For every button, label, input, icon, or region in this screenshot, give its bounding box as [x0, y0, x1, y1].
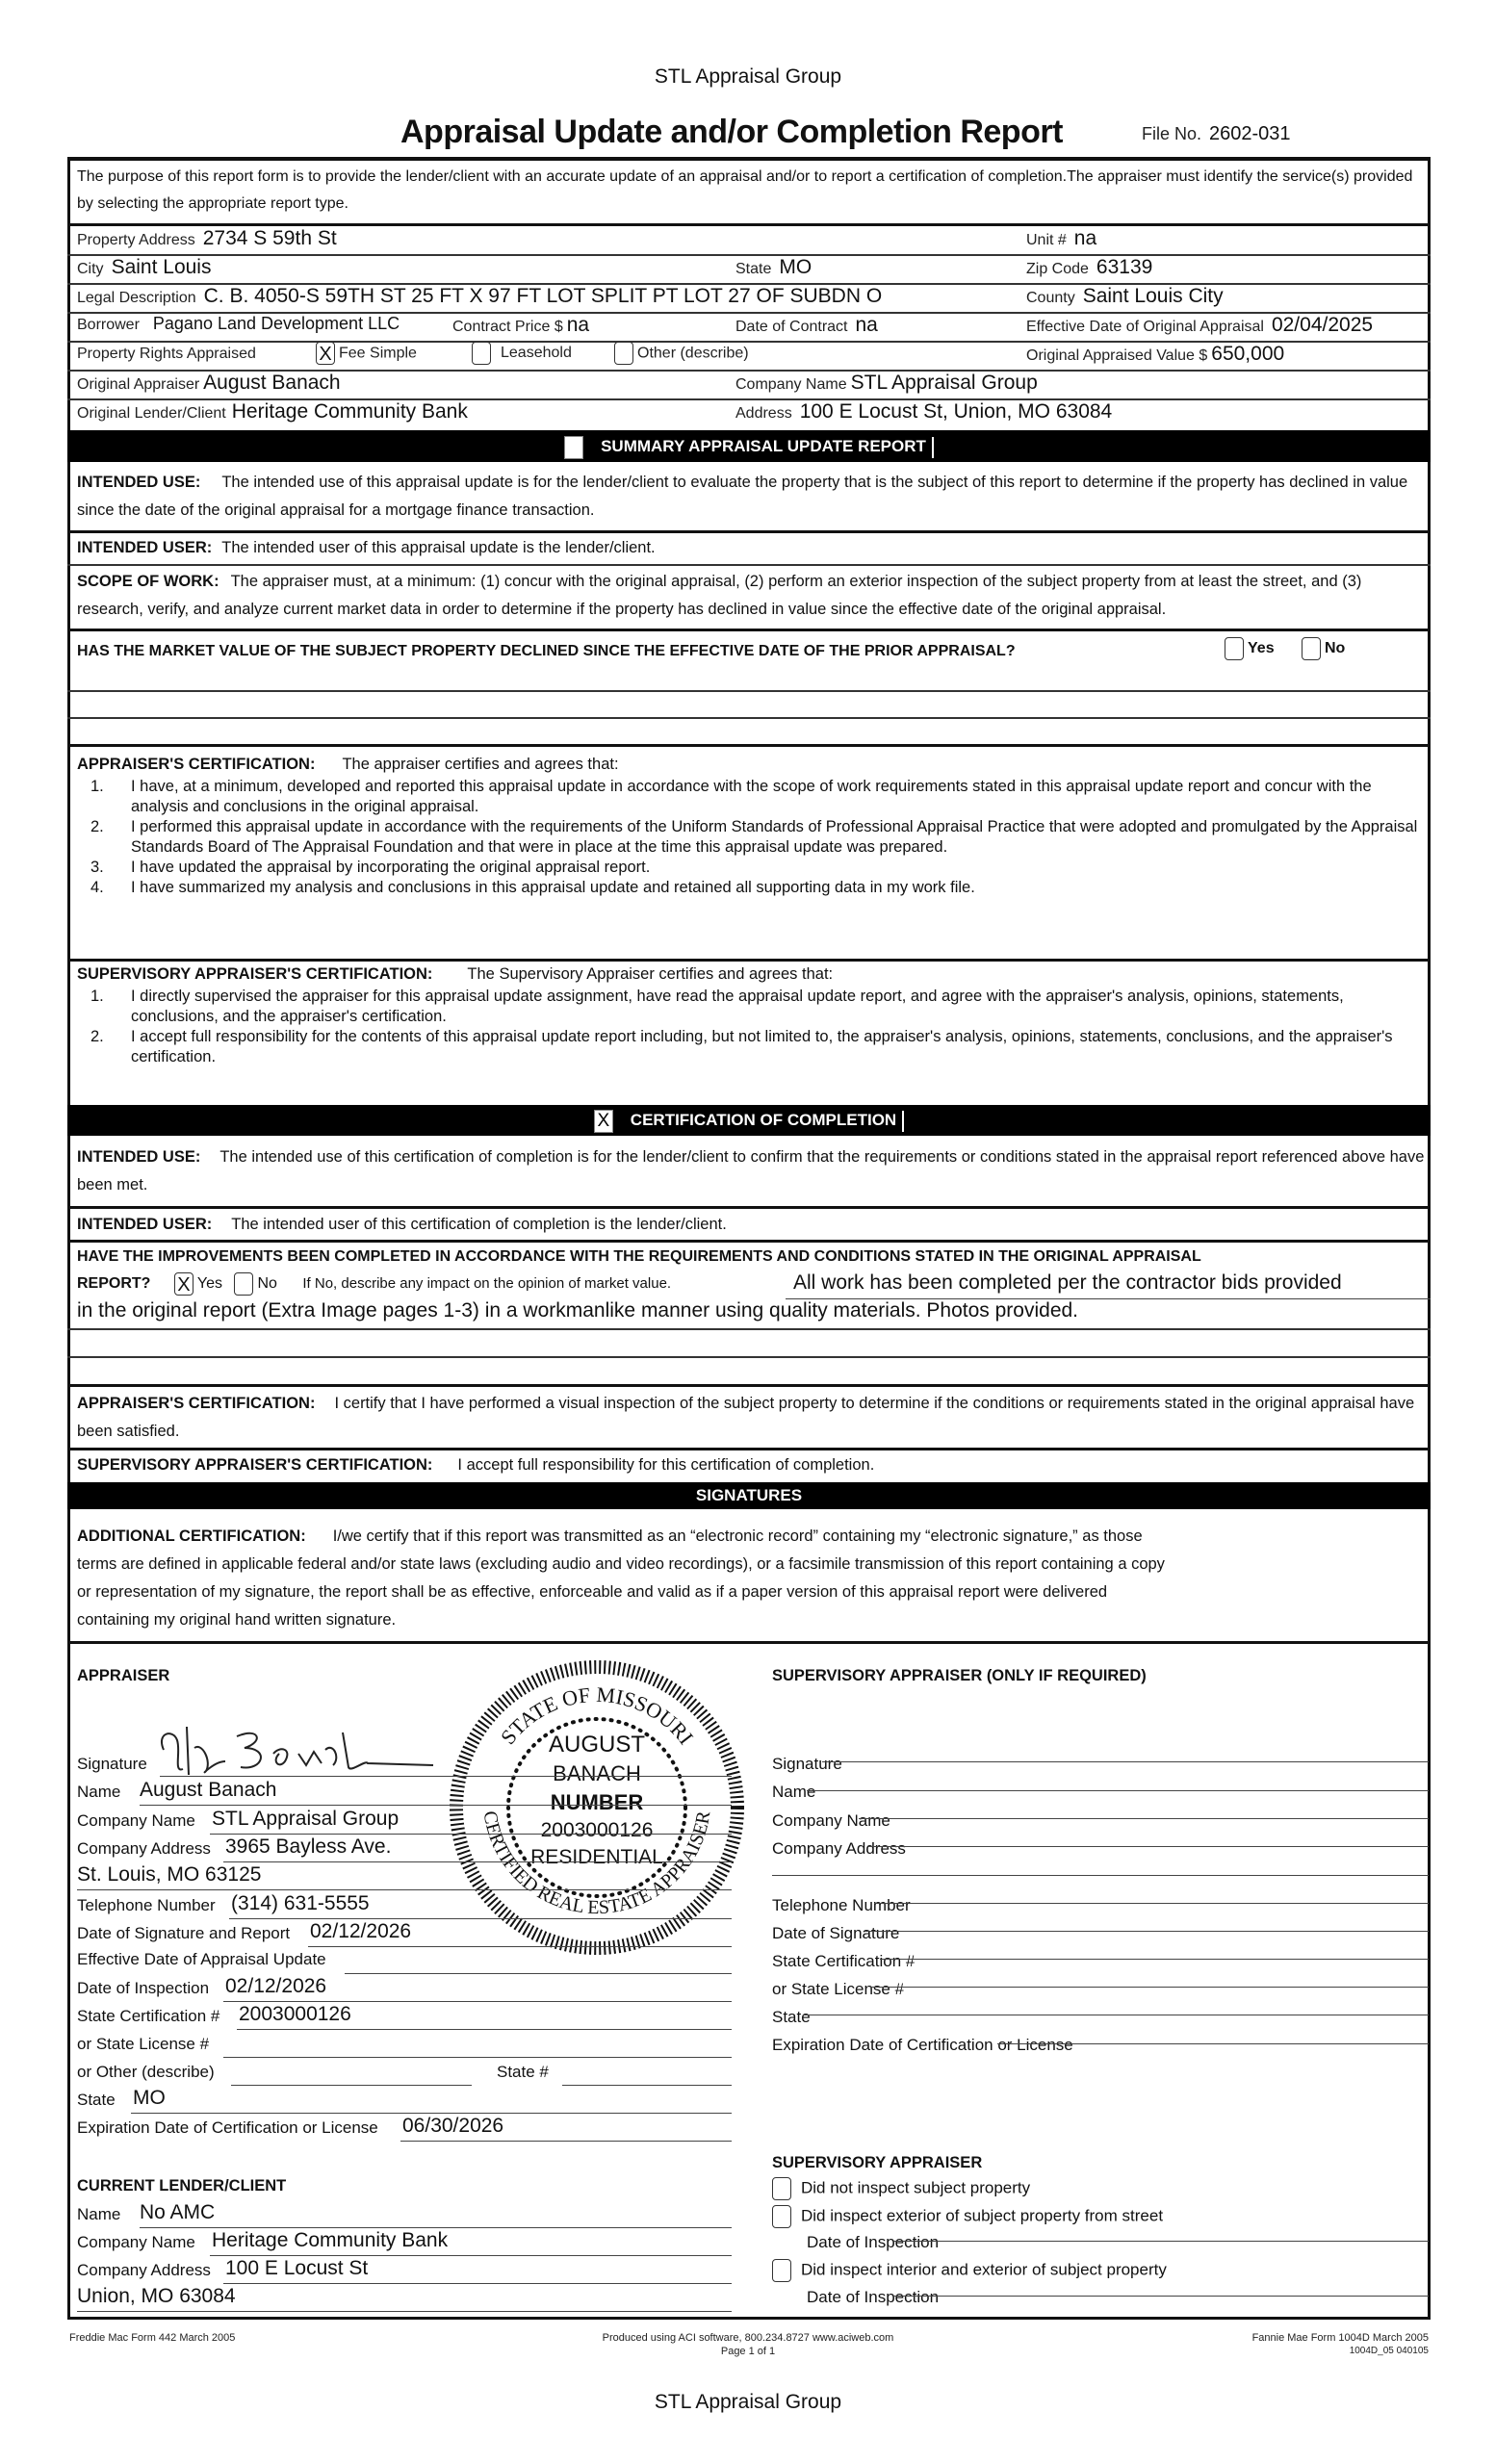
city-field[interactable] [77, 256, 211, 279]
item-text: I have summarized my analysis and conclusions in this appraisal update and retained all supporting data in my work file. [131, 879, 975, 896]
divider [67, 223, 1431, 226]
underline [223, 2283, 732, 2284]
scope-text: The appraiser must, at a minimum: (1) concur with the original appraisal, (2) perform an exterior inspection of the subject property from at least the street, and (3) research, verify, and analyze current market data in order to determine if the property has declined in value since the effective date of the original appraisal. [77, 573, 1362, 618]
completion-sup-cert-heading: SUPERVISORY APPRAISER'S CERTIFICATION: [77, 1456, 433, 1474]
appraiser-date-sig-label: Date of Signature and Report [77, 1924, 291, 1942]
county-field[interactable] [1026, 285, 1224, 308]
lender-address-line1[interactable]: 100 E Locust St [225, 2257, 369, 2279]
original-value-field[interactable] [1026, 343, 1284, 366]
sup-cert-item [77, 1027, 1425, 1067]
divider [67, 1448, 1431, 1450]
summary-report-title: SUMMARY APPRAISAL UPDATE REPORT [601, 437, 926, 455]
divider [67, 1240, 1431, 1243]
contract-price-value: na [566, 314, 590, 336]
sup-address-line[interactable] [868, 1846, 1429, 1847]
lender-address-field[interactable] [735, 400, 1112, 424]
sup-exterior-date-line[interactable] [893, 2241, 1429, 2242]
other-rights-label: Other (describe) [637, 345, 749, 362]
underline [77, 2311, 732, 2312]
appraiser-heading: APPRAISER [77, 1667, 170, 1684]
sup-exterior-checkbox[interactable] [772, 2205, 791, 2228]
underline [400, 2141, 732, 2142]
state-field[interactable] [735, 256, 812, 279]
item-number: 2. [90, 818, 104, 835]
divider [67, 717, 1431, 719]
completion-intended-user [77, 1211, 1425, 1239]
fee-simple-checkbox[interactable]: X [316, 342, 335, 365]
improvements-no-label: No [257, 1275, 277, 1293]
improvements-yes-checkbox[interactable]: X [174, 1272, 193, 1296]
completion-intended-use-text: The intended use of this certification of completion is for the lender/client to confirm that the requirements or conditions stated in the appraisal report referenced above have been met. [77, 1148, 1425, 1194]
completion-sup-cert-text: I accept full responsibility for this certification of completion. [457, 1456, 875, 1474]
additional-cert-heading: ADDITIONAL CERTIFICATION: [77, 1527, 306, 1545]
sup-signature-label: Signature [772, 1755, 842, 1773]
appraiser-name-value[interactable]: August Banach [140, 1779, 277, 1801]
intended-user-heading: INTENDED USER: [77, 539, 213, 556]
sup-interior-date-line[interactable] [893, 2296, 1429, 2297]
completion-description-line2[interactable]: in the original report (Extra Image pages 1-3) in a workmanlike manner using quality materials. Photos provided. [77, 1299, 1079, 1322]
original-value-label: Original Appraised Value $ [1026, 347, 1208, 364]
appraiser-signature-label: Signature [77, 1755, 147, 1773]
stamp-line1: AUGUST [548, 1732, 646, 1758]
completion-supervisory-certification [77, 1451, 1425, 1479]
completion-appraiser-certification [77, 1390, 1425, 1446]
property-address-value: 2734 S 59th St [202, 227, 337, 249]
appraiser-inspection-value[interactable]: 02/12/2026 [225, 1975, 327, 1997]
appraiser-expiration-label: Expiration Date of Certification or License [77, 2118, 378, 2137]
sup-state-cert-label: State Certification # [772, 1952, 916, 1970]
appraiser-cert-item [77, 878, 1425, 898]
lender-address-value: 100 E Locust St, Union, MO 63084 [799, 400, 1113, 423]
original-appraiser-value: August Banach [203, 372, 341, 394]
stamp-top-arc: STATE OF MISSOURI [495, 1681, 699, 1750]
other-rights-option[interactable] [614, 342, 749, 365]
improvements-no-checkbox[interactable] [234, 1272, 253, 1296]
improvements-question-end: REPORT? [77, 1275, 151, 1293]
sup-state-label: State [772, 2008, 811, 2026]
sup-option-not-inspected[interactable] [772, 2177, 1030, 2200]
completion-band[interactable] [67, 1105, 1431, 1136]
stamp-line3: NUMBER [550, 1790, 644, 1814]
stamp-line2: BANACH [553, 1761, 641, 1785]
intended-use-text: The intended use of this appraisal update is for the lender/client to evaluate the property that is the subject of this report to determine if the property has declined in value since the date of the original appraisal for a mortgage finance transaction. [77, 474, 1408, 519]
borrower-value: Pagano Land Development LLC [152, 314, 400, 333]
legal-description-value: C. B. 4050-S 59TH ST 25 FT X 97 FT LOT SPLIT PT LOT 27 OF SUBDN O [203, 285, 883, 307]
property-rights-label: Property Rights Appraised [77, 346, 256, 362]
summary-supervisory-certification [77, 964, 1425, 1067]
appraiser-cert-heading: APPRAISER'S CERTIFICATION: [77, 756, 316, 773]
appraiser-company-label: Company Name [77, 1811, 195, 1830]
borrower-field[interactable] [77, 314, 400, 334]
appraiser-address-label: Company Address [77, 1839, 211, 1858]
date-of-contract-field[interactable] [735, 314, 878, 337]
appraiser-seal-stamp-icon [445, 1656, 749, 1960]
appraiser-state-cert-value[interactable]: 2003000126 [239, 2003, 351, 2025]
divider [67, 530, 1431, 533]
improvements-question: HAVE THE IMPROVEMENTS BEEN COMPLETED IN ACCORDANCE WITH THE REQUIREMENTS AND CONDITIONS STATED IN THE ORIGINAL APPRAISAL [77, 1248, 1201, 1265]
summary-intended-user [77, 534, 1425, 562]
appraiser-company-value[interactable]: STL Appraisal Group [212, 1808, 400, 1830]
footer-form-code: 1004D_05 040105 [1349, 2346, 1429, 2356]
sup-company-line[interactable] [859, 1818, 1429, 1819]
appraiser-state-cert-label: State Certification # [77, 2007, 220, 2025]
underline [131, 2113, 732, 2114]
sup-exterior-label: Did inspect exterior of subject property from street [801, 2206, 1164, 2225]
contract-price-label: Contract Price $ [452, 319, 563, 335]
declined-yes-checkbox[interactable] [1225, 637, 1244, 660]
completion-appraiser-cert-text: I certify that I have performed a visual inspection of the subject property to determine if the conditions or requirements stated in the original appraisal have been satisfied. [77, 1395, 1415, 1440]
fee-simple-label: Fee Simple [339, 345, 417, 362]
sup-date-sig-line[interactable] [864, 1931, 1429, 1932]
lender-company-label: Company Name [77, 2233, 195, 2251]
sup-expiration-label: Expiration Date of Certification or License [772, 2036, 1073, 2054]
appraiser-other-line[interactable] [231, 2085, 472, 2086]
original-appraiser-label: Original Appraiser [77, 376, 200, 393]
appraiser-inspection-label: Date of Inspection [77, 1979, 210, 1997]
appraiser-other-label: or Other (describe) [77, 2063, 215, 2081]
underline [223, 1861, 732, 1862]
divider [67, 1328, 1431, 1330]
sup-cert-item [77, 987, 1425, 1027]
lender-address-label: Address [735, 405, 792, 422]
appraiser-cert-item [77, 858, 1425, 878]
file-number-label: File No. [1142, 124, 1202, 143]
completion-description-line1[interactable]: All work has been completed per the contractor bids provided [793, 1271, 1342, 1294]
item-number: 3. [90, 859, 104, 876]
underline [308, 1946, 732, 1947]
appraiser-cert-item [77, 777, 1425, 817]
footer-company: STL Appraisal Group [654, 2391, 842, 2413]
borrower-label: Borrower [77, 317, 140, 333]
divider [67, 1356, 1431, 1358]
appraiser-address-line2[interactable]: St. Louis, MO 63125 [77, 1863, 262, 1886]
divider [67, 690, 1431, 692]
appraiser-address-line1[interactable]: 3965 Bayless Ave. [225, 1835, 392, 1858]
sup-address-label: Company Address [772, 1839, 906, 1858]
declined-yes-option[interactable] [1225, 637, 1275, 660]
footer-freddie-mac: Freddie Mac Form 442 March 2005 [69, 2332, 236, 2344]
sup-signature-line[interactable] [822, 1761, 1429, 1762]
appraiser-signature-image [144, 1723, 452, 1781]
appraiser-state-num-line[interactable] [562, 2085, 732, 2086]
market-value-declined-question [77, 637, 1425, 665]
city-label: City [77, 261, 104, 277]
appraiser-telephone-label: Telephone Number [77, 1896, 216, 1914]
sup-interior-label: Did inspect interior and exterior of subject property [801, 2260, 1167, 2279]
city-value: Saint Louis [111, 256, 212, 278]
footer-page-number: Page 1 of 1 [720, 2346, 776, 2357]
divider [67, 629, 1431, 631]
additional-certification [77, 1523, 1425, 1634]
lender-name-label: Name [77, 2205, 121, 2223]
sup-telephone-line[interactable] [874, 1903, 1429, 1904]
completion-title: CERTIFICATION OF COMPLETION [630, 1111, 897, 1129]
file-number [1142, 123, 1291, 145]
zip-field[interactable] [1026, 256, 1152, 279]
appraiser-cert-intro: The appraiser certifies and agrees that: [342, 756, 619, 773]
if-no-instruction: If No, describe any impact on the opinion of market value. [302, 1275, 672, 1293]
county-value: Saint Louis City [1082, 285, 1224, 307]
appraiser-eff-date-label: Effective Date of Appraisal Update [77, 1950, 326, 1968]
appraiser-state-license-line[interactable] [223, 2057, 732, 2058]
improvements-yes-label: Yes [196, 1275, 223, 1293]
property-address-label: Property Address [77, 232, 195, 248]
file-number-value: 2602-031 [1209, 123, 1291, 144]
underline [77, 1889, 732, 1890]
completion-intended-use-heading: INTENDED USE: [77, 1148, 201, 1166]
summary-intended-use [77, 469, 1425, 525]
appraiser-name-label: Name [77, 1783, 121, 1801]
completion-checkbox[interactable]: X [594, 1110, 613, 1133]
item-text: I have, at a minimum, developed and reported this appraisal update in accordance with the scope of work requirements stated in this appraisal update report and concur with the analysis and conclusions in the original appraisal. [131, 778, 1372, 815]
additional-cert-line: or representation of my signature, the report shall be as effective, enforceable and valid as if a paper version of this appraisal report were delivered [77, 1583, 1108, 1601]
sup-interior-checkbox[interactable] [772, 2259, 791, 2282]
sup-name-line[interactable] [807, 1790, 1429, 1791]
stamp-line5: RESIDENTIAL [530, 1846, 663, 1868]
signatures-band [67, 1482, 1431, 1509]
header-company: STL Appraisal Group [654, 65, 842, 88]
declined-no-label: No [1325, 640, 1346, 657]
divider [67, 1641, 1431, 1644]
company-name-value: STL Appraisal Group [850, 372, 1038, 394]
property-rights-row [77, 344, 256, 363]
appraiser-state-license-label: or State License # [77, 2035, 210, 2053]
state-value: MO [779, 256, 812, 278]
market-value-declined-text: HAS THE MARKET VALUE OF THE SUBJECT PROPERTY DECLINED SINCE THE EFFECTIVE DATE OF THE PRIOR APPRAISAL? [77, 643, 1016, 659]
improvements-yes-option[interactable] [174, 1274, 223, 1296]
summary-scope-of-work [77, 568, 1425, 624]
appraiser-cert-item [77, 817, 1425, 858]
effective-date-original-value: 02/04/2025 [1271, 314, 1374, 336]
lender-company-value[interactable]: Heritage Community Bank [212, 2229, 449, 2251]
intended-user-text: The intended user of this appraisal update is the lender/client. [221, 539, 656, 556]
intro-text: The purpose of this report form is to provide the lender/client with an accurate update of an appraisal and/or to report a certification of completion.The appraiser must identify the service(s) provided by selecting the appropriate report type. [77, 168, 1413, 212]
sup-exterior-date-label: Date of Inspection [807, 2233, 940, 2251]
leasehold-label: Leasehold [501, 345, 572, 362]
sup-inspection-heading: SUPERVISORY APPRAISER [772, 2154, 983, 2171]
fee-simple-option[interactable] [316, 342, 417, 365]
additional-cert-line: terms are defined in applicable federal and/or state laws (excluding audio and video recordings), or a facsimile transmission of this report containing a copy [77, 1555, 1165, 1573]
current-lender-heading: CURRENT LENDER/CLIENT [77, 2177, 287, 2194]
original-lender-value: Heritage Community Bank [231, 400, 468, 423]
zip-value: 63139 [1096, 256, 1153, 278]
underline [140, 2227, 732, 2228]
sup-name-label: Name [772, 1783, 816, 1801]
underline [140, 1805, 732, 1806]
item-text: I accept full responsibility for the contents of this appraisal update report including, but not limited to, the appraiser's analysis, opinions, statements, conclusions, and the appraiser's certification. [131, 1028, 1393, 1065]
sup-state-license-line[interactable] [870, 1987, 1429, 1988]
original-value-value: 650,000 [1211, 343, 1285, 365]
additional-cert-line: I/we certify that if this report was transmitted as an “electronic record” containing my “electronic signature,” as those [332, 1527, 1143, 1545]
supervisory-heading: SUPERVISORY APPRAISER (ONLY IF REQUIRED) [772, 1667, 1147, 1684]
divider [67, 959, 1431, 962]
item-text: I performed this appraisal update in accordance with the requirements of the Uniform Standards of Professional Appraisal Practice that were adopted and promulgated by the Appraisal Standards Board of The Appraisal Foundation and that were in place at the time this appraisal update was prepared. [131, 818, 1418, 856]
sup-not-inspected-checkbox[interactable] [772, 2177, 791, 2200]
item-number: 4. [90, 879, 104, 896]
declined-no-checkbox[interactable] [1302, 637, 1321, 660]
completion-intended-user-heading: INTENDED USER: [77, 1216, 213, 1233]
sup-option-exterior[interactable] [772, 2205, 1163, 2228]
property-address-field[interactable] [77, 227, 337, 250]
unit-label: Unit # [1026, 232, 1067, 248]
summary-report-checkbox[interactable] [564, 436, 583, 459]
company-name-label: Company Name [735, 376, 847, 393]
item-number: 1. [90, 778, 104, 795]
sup-date-sig-label: Date of Signature [772, 1924, 900, 1942]
scope-heading: SCOPE OF WORK: [77, 573, 219, 590]
divider [67, 744, 1431, 747]
summary-report-band[interactable] [67, 430, 1431, 462]
divider [67, 1206, 1431, 1209]
underline [210, 2255, 732, 2256]
date-of-contract-value: na [855, 314, 878, 336]
contract-price-field[interactable] [452, 314, 589, 337]
sup-address-line2[interactable] [772, 1875, 1429, 1876]
lender-address-line2[interactable]: Union, MO 63084 [77, 2285, 236, 2307]
sup-cert-heading: SUPERVISORY APPRAISER'S CERTIFICATION: [77, 965, 433, 983]
improvements-answer-row [77, 1272, 671, 1296]
date-of-contract-label: Date of Contract [735, 319, 848, 335]
item-number: 2. [90, 1028, 104, 1045]
unit-field[interactable] [1026, 227, 1096, 250]
legal-description-field[interactable] [77, 285, 882, 308]
legal-description-label: Legal Description [77, 290, 196, 306]
sup-telephone-label: Telephone Number [772, 1896, 911, 1914]
completion-intended-user-text: The intended user of this certification of completion is the lender/client. [231, 1216, 727, 1233]
effective-date-original-label: Effective Date of Original Appraisal [1026, 319, 1264, 335]
sup-option-interior[interactable] [772, 2259, 1167, 2282]
underline [229, 1918, 732, 1919]
lender-name-value[interactable]: No AMC [140, 2201, 216, 2223]
sup-expiration-line[interactable] [997, 2043, 1429, 2044]
original-lender-label: Original Lender/Client [77, 405, 226, 422]
declined-yes-label: Yes [1248, 640, 1275, 657]
appraiser-eff-date-line[interactable] [345, 1973, 732, 1974]
sup-cert-intro: The Supervisory Appraiser certifies and agrees that: [467, 965, 834, 983]
underline [210, 1834, 732, 1835]
additional-cert-line: containing my original hand written signature. [77, 1611, 397, 1629]
underline [237, 2029, 732, 2030]
appraiser-state-label: State [77, 2091, 116, 2109]
item-text: I have updated the appraisal by incorporating the original appraisal report. [131, 859, 651, 876]
appraiser-signature-line[interactable] [160, 1776, 732, 1777]
completion-intended-use [77, 1143, 1425, 1199]
company-name-field[interactable] [735, 372, 1038, 395]
other-rights-checkbox[interactable] [614, 342, 633, 365]
stamp-line4: 2003000126 [540, 1819, 654, 1841]
appraiser-state-num-label: State # [497, 2063, 549, 2081]
band-cursor [932, 437, 934, 458]
signatures-title: SIGNATURES [695, 1486, 803, 1504]
divider [67, 564, 1431, 566]
appraiser-state-value[interactable]: MO [133, 2087, 166, 2109]
original-lender-field[interactable] [77, 400, 468, 424]
footer-software: Produced using ACI software, 800.234.8727 www.aciweb.com [602, 2332, 894, 2344]
footer-fannie-mae: Fannie Mae Form 1004D March 2005 [1251, 2332, 1429, 2344]
sup-interior-date-label: Date of Inspection [807, 2288, 940, 2306]
appraiser-date-sig-value[interactable]: 02/12/2026 [310, 1920, 412, 1942]
page-title: Appraisal Update and/or Completion Report [400, 114, 1063, 150]
appraiser-telephone-value[interactable]: (314) 631-5555 [231, 1892, 370, 1914]
completion-appraiser-cert-heading: APPRAISER'S CERTIFICATION: [77, 1395, 316, 1412]
sup-state-license-label: or State License # [772, 1980, 905, 1998]
summary-appraiser-certification [77, 755, 1425, 898]
item-text: I directly supervised the appraiser for this appraisal update assignment, have read the appraisal update report, and agree with the appraiser's analysis, opinions, statements, conclusions, and the appraiser's certification. [131, 988, 1344, 1025]
item-number: 1. [90, 988, 104, 1005]
county-label: County [1026, 290, 1075, 306]
intended-use-heading: INTENDED USE: [77, 474, 201, 491]
sup-company-label: Company Name [772, 1811, 890, 1830]
unit-value: na [1073, 227, 1097, 249]
sup-state-cert-line[interactable] [880, 1959, 1429, 1960]
band-cursor [902, 1111, 904, 1132]
leasehold-checkbox[interactable] [472, 342, 491, 365]
state-label: State [735, 261, 772, 277]
leasehold-option[interactable] [472, 342, 572, 365]
declined-no-option[interactable] [1302, 637, 1345, 660]
appraiser-expiration-value[interactable]: 06/30/2026 [402, 2115, 504, 2137]
effective-date-original-field[interactable] [1026, 314, 1373, 337]
zip-label: Zip Code [1026, 261, 1089, 277]
divider [67, 1384, 1431, 1387]
original-appraiser-field[interactable] [77, 372, 341, 395]
sup-not-inspected-label: Did not inspect subject property [801, 2178, 1031, 2197]
improvements-no-option[interactable] [234, 1275, 276, 1292]
lender-address-label: Company Address [77, 2261, 211, 2279]
underline [223, 2001, 732, 2002]
stamp-bottom-arc: CERTIFIED REAL ESTATE APPRAISER [478, 1809, 715, 1919]
